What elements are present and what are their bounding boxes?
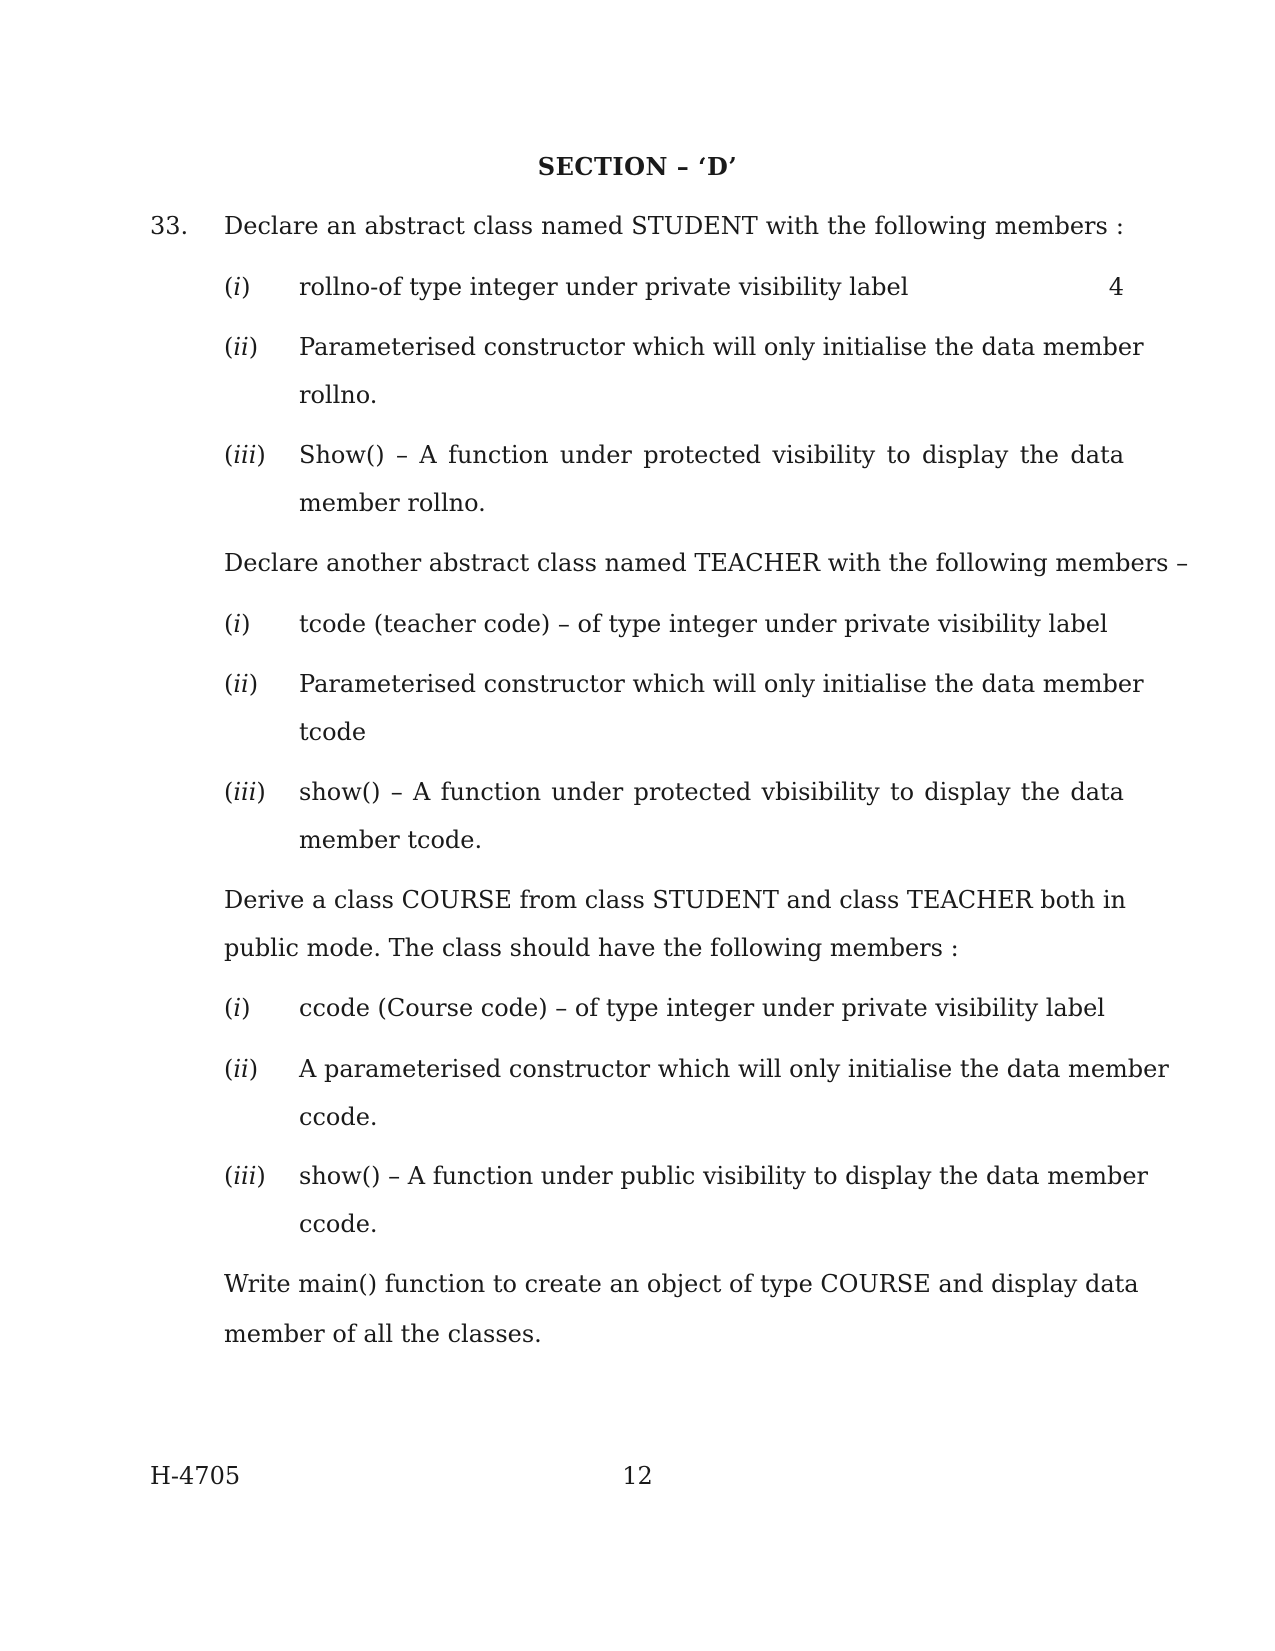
closing-line-2: member of all the classes. xyxy=(224,1320,542,1348)
item-label: (ii) xyxy=(224,1055,259,1083)
item-label: (iii) xyxy=(224,778,266,806)
item-text: ccode. xyxy=(299,1103,378,1131)
closing-line-1: Write main() function to create an object of type COURSE and display data xyxy=(224,1270,1139,1298)
paper-code: H-4705 xyxy=(150,1462,241,1490)
item-text: Parameterised constructor which will only initialise the data member xyxy=(299,670,1144,698)
item-text: show() – A function under protected vbisibility to display the data xyxy=(299,778,1124,806)
item-text: Parameterised constructor which will only initialise the data member xyxy=(299,333,1144,361)
question-intro: Declare an abstract class named STUDENT with the following members : xyxy=(224,212,1124,240)
item-label: (ii) xyxy=(224,333,259,361)
course-intro-line-2: public mode. The class should have the following members : xyxy=(224,934,959,962)
item-text: member rollno. xyxy=(299,489,486,517)
item-label: (i) xyxy=(224,994,251,1022)
item-label: (i) xyxy=(224,273,251,301)
item-label: (iii) xyxy=(224,441,266,469)
item-text: ccode (Course code) – of type integer under private visibility label xyxy=(299,994,1105,1022)
item-text: tcode xyxy=(299,718,367,746)
marks: 4 xyxy=(1108,273,1124,301)
item-text: show() – A function under public visibility to display the data member xyxy=(299,1162,1148,1190)
item-text: rollno-of type integer under private visibility label xyxy=(299,273,909,301)
item-text: Show() – A function under protected visibility to display the data xyxy=(299,441,1124,469)
item-label: (ii) xyxy=(224,670,259,698)
question-number: 33. xyxy=(150,212,189,240)
page-number: 12 xyxy=(622,1462,653,1490)
item-label: (i) xyxy=(224,610,251,638)
item-text: rollno. xyxy=(299,381,378,409)
item-text: tcode (teacher code) – of type integer under private visibility label xyxy=(299,610,1108,638)
item-text: A parameterised constructor which will only initialise the data member xyxy=(299,1055,1169,1083)
teacher-intro: Declare another abstract class named TEACHER with the following members – xyxy=(224,549,1189,577)
section-title: SECTION – ‘D’ xyxy=(537,152,738,181)
item-text: ccode. xyxy=(299,1210,378,1238)
item-label: (iii) xyxy=(224,1162,266,1190)
item-text: member tcode. xyxy=(299,826,483,854)
course-intro-line-1: Derive a class COURSE from class STUDENT and class TEACHER both in xyxy=(224,886,1126,914)
